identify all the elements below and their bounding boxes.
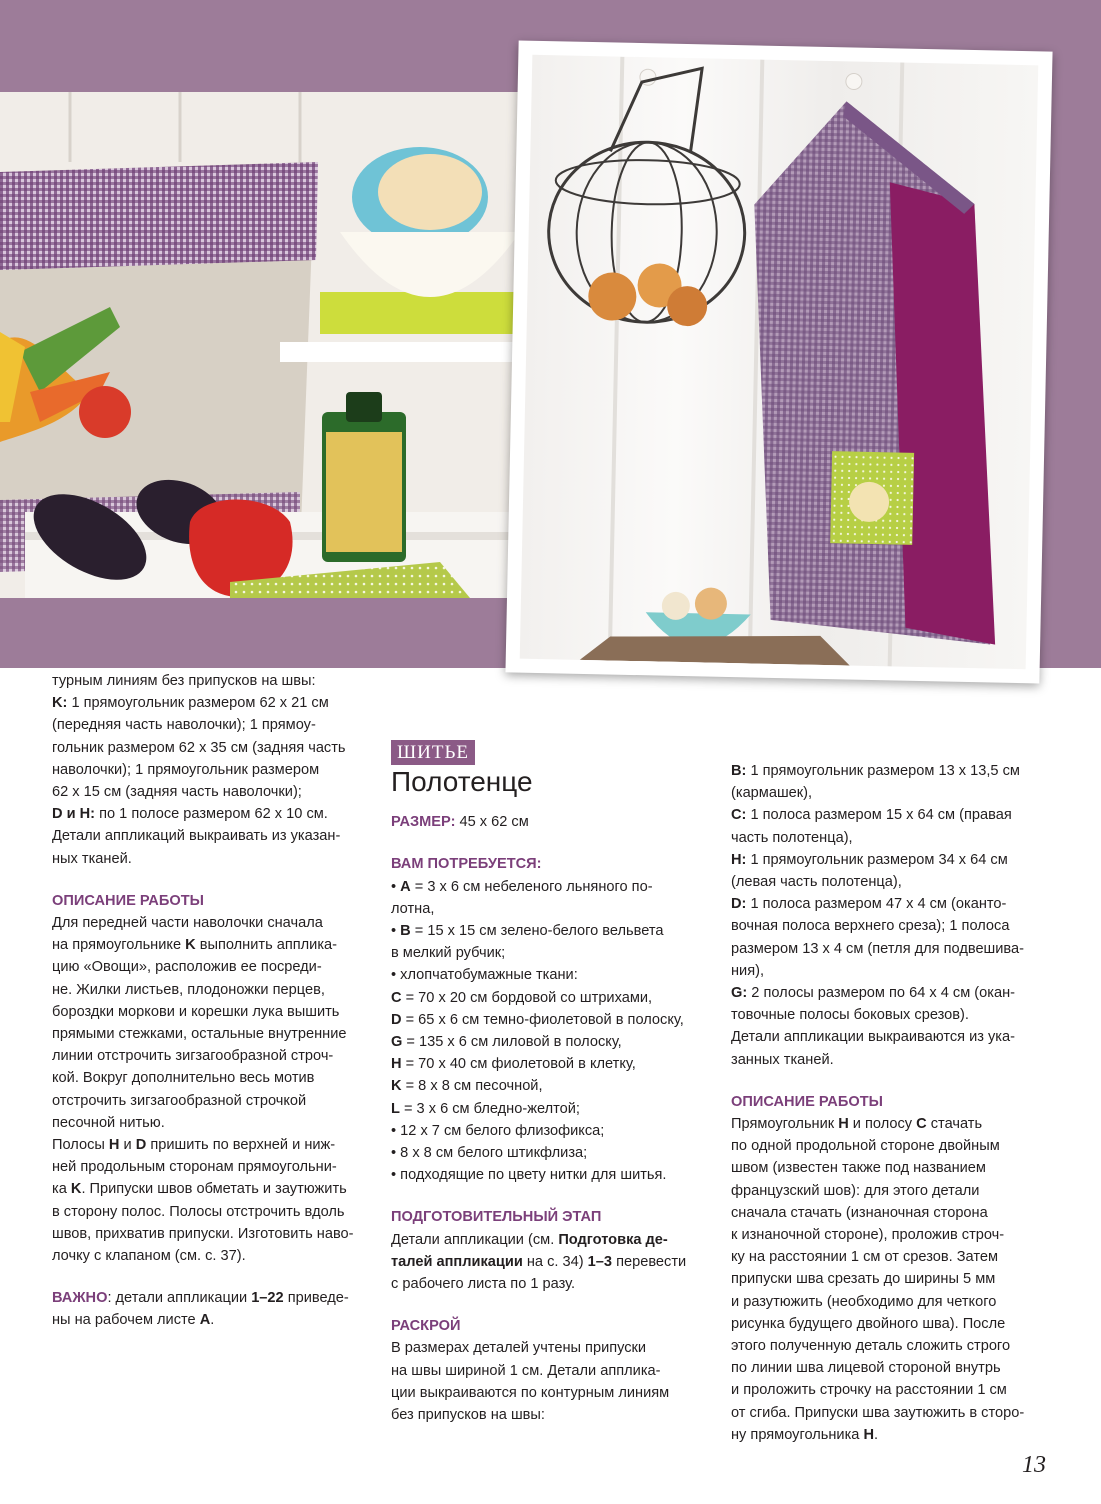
text-line: товочные полосы боковых срезов).	[731, 1007, 969, 1024]
text-line: D и H: по 1 полосе размером 62 x 10 см.	[52, 806, 328, 823]
text-line: ния),	[731, 962, 765, 979]
text-line: • хлопчатобумажные ткани:	[391, 967, 578, 984]
text-line: G = 135 x 6 см лиловой в полоску,	[391, 1034, 622, 1051]
text-line: наволочки); 1 прямоугольник размером	[52, 761, 320, 778]
pillow-photo	[0, 92, 530, 598]
text-line: в мелкий рубчик;	[391, 945, 506, 962]
towel-scene-illustration	[520, 55, 1039, 669]
text-line: швом (известен также под названием	[731, 1160, 986, 1177]
section-heading-work: ОПИСАНИЕ РАБОТЫ	[52, 892, 204, 909]
size-line: РАЗМЕР: 45 x 62 см	[391, 814, 529, 831]
text-line: 62 x 15 см (задняя часть наволочки);	[52, 784, 302, 801]
text-line: занных тканей.	[731, 1051, 834, 1068]
middle-column	[391, 740, 711, 1426]
text-line: ней продольным сторонам прямоугольни-	[52, 1159, 337, 1176]
text-line: лочку с клапаном (см. с. 37).	[52, 1248, 246, 1265]
text-line: • B = 15 x 15 см зелено-белого вельвета	[391, 923, 664, 940]
text-line: вочная полоса верхнего среза); 1 полоса	[731, 918, 1010, 935]
part-label-dh: D и H:	[52, 806, 96, 823]
text-line: (левая часть полотенца),	[731, 874, 902, 891]
text-line: K = 8 x 8 см песочной,	[391, 1078, 543, 1095]
text-line: Полосы H и D пришить по верхней и ниж-	[52, 1137, 336, 1154]
text-line: гольник размером 62 x 35 см (задняя часть	[52, 739, 346, 756]
text-line: Детали аппликаций выкраивать из указан-	[52, 828, 341, 845]
text-line: прямыми стежками, остальные внутренние	[52, 1026, 347, 1043]
right-column	[731, 760, 1061, 1446]
text-line: D = 65 x 6 см темно-фиолетовой в полоску,	[391, 1011, 684, 1028]
text-line: припуски шва срезать до ширины 5 мм	[731, 1271, 996, 1288]
text-line: K: 1 прямоугольник размером 62 x 21 см	[52, 695, 329, 712]
section-heading-cutting: РАСКРОЙ	[391, 1318, 461, 1335]
article-title: Полотенце	[391, 766, 533, 798]
text-line: без припусков на швы:	[391, 1407, 545, 1424]
text-line: швов, прихватив припуски. Изготовить наво-	[52, 1225, 354, 1242]
text-line: талей аппликации на с. 34) 1–3 перевести	[391, 1253, 687, 1270]
text-line: Детали аппликации (см. Подготовка де-	[391, 1231, 668, 1248]
text-line: цию «Овощи», расположив ее посреди-	[52, 959, 322, 976]
towel-photo-frame	[505, 40, 1052, 683]
text-line: ны на рабочем листе A.	[52, 1312, 215, 1329]
text-line: к изнаночной стороне), проложив строч-	[731, 1227, 1005, 1244]
text-line: отстрочить зигзагообразной строчкой	[52, 1092, 307, 1109]
text-line: и разутюжить (необходимо для четкого	[731, 1293, 997, 1310]
text-line: рисунка будущего двойного шва). После	[731, 1315, 1006, 1332]
text-line: на прямоугольнике K выполнить апплика-	[52, 937, 338, 954]
important-note: ВАЖНО: детали аппликации 1–22 приведе-	[52, 1290, 349, 1307]
text-line: не. Жилки листьев, плодоножки перцев,	[52, 981, 325, 998]
section-heading-prep: ПОДГОТОВИТЕЛЬНЫЙ ЭТАП	[391, 1209, 602, 1226]
text-line: кой. Вокруг дополнительно весь мотив	[52, 1070, 315, 1087]
text-line: этого полученную деталь сложить строго	[731, 1338, 1011, 1355]
text-line: • 12 x 7 см белого флизофикса;	[391, 1122, 605, 1139]
category-tag: ШИТЬЕ	[391, 740, 475, 765]
text-line: на швы шириной 1 см. Детали апплика-	[391, 1362, 661, 1379]
text-line: H = 70 x 40 см фиолетовой в клетку,	[391, 1056, 636, 1073]
text-line: с рабочего листа по 1 разу.	[391, 1276, 576, 1293]
text-line: сначала стачать (изнаночная сторона	[731, 1204, 988, 1221]
text-line: (кармашек),	[731, 785, 813, 802]
text-line: по линии шва лицевой стороной внутрь	[731, 1360, 1001, 1377]
part-label-k: K:	[52, 695, 68, 712]
text-line: турным линиям без припусков на швы:	[52, 673, 316, 689]
text-line: бороздки моркови и корешки лука вышить	[52, 1003, 340, 1020]
text-line: • A = 3 x 6 см небеленого льняного по-	[391, 878, 653, 895]
text-line: (передняя часть наволочки); 1 прямоу-	[52, 717, 316, 734]
text-line: размером 13 x 4 см (петля для подвешива-	[731, 940, 1024, 957]
text-line: и проложить строчку на расстоянии 1 см	[731, 1382, 1007, 1399]
text-line: В размерах деталей учтены припуски	[391, 1340, 647, 1357]
text-line: D: 1 полоса размером 47 x 4 см (оканто-	[731, 896, 1007, 913]
text-line: C = 70 x 20 см бордовой со штрихами,	[391, 989, 653, 1006]
text-line: B: 1 прямоугольник размером 13 x 13,5 см	[731, 763, 1020, 779]
text-line: G: 2 полосы размером по 64 x 4 см (окан-	[731, 985, 1015, 1002]
text-line: C: 1 полоса размером 15 x 64 см (правая	[731, 807, 1012, 824]
text-line: песочной нитью.	[52, 1114, 165, 1131]
text-line: L = 3 x 6 см бледно-желтой;	[391, 1100, 580, 1117]
text-line: ных тканей.	[52, 850, 132, 867]
text-line: по одной продольной стороне двойным	[731, 1138, 1000, 1155]
text-line: ка K. Припуски швов обметать и заутюжить	[52, 1181, 347, 1198]
text-line: часть полотенца),	[731, 829, 853, 846]
text-line: H: 1 прямоугольник размером 34 x 64 см	[731, 851, 1008, 868]
page-number: 13	[1022, 1452, 1046, 1478]
text-line: ку на расстоянии 1 см от срезов. Затем	[731, 1249, 998, 1266]
text-line: Для передней части наволочки сначала	[52, 915, 323, 932]
text-line: • 8 x 8 см белого штикфлиза;	[391, 1145, 588, 1162]
text-line: французский шов): для этого детали	[731, 1182, 980, 1199]
text-line: линии отстрочить зигзагообразной строч-	[52, 1048, 334, 1065]
towel-photo	[520, 55, 1039, 669]
section-heading-materials: ВАМ ПОТРЕБУЕТСЯ:	[391, 856, 542, 873]
left-column	[52, 670, 372, 1332]
text-line: в сторону полос. Полосы отстрочить вдоль	[52, 1203, 345, 1220]
text-line: лотна,	[391, 900, 435, 917]
text-line: Прямоугольник H и полосу C стачать	[731, 1116, 983, 1133]
pillow-scene-illustration	[0, 92, 530, 598]
text-line: ну прямоугольника H.	[731, 1426, 879, 1443]
text-line: Детали аппликации выкраиваются из ука-	[731, 1029, 1015, 1046]
text-line: ции выкраиваются по контурным линиям	[391, 1384, 670, 1401]
text-line: от сгиба. Припуски шва заутюжить в сторо-	[731, 1404, 1025, 1421]
text-line: • подходящие по цвету нитки для шитья.	[391, 1167, 667, 1184]
section-heading-work-towel: ОПИСАНИЕ РАБОТЫ	[731, 1093, 883, 1110]
